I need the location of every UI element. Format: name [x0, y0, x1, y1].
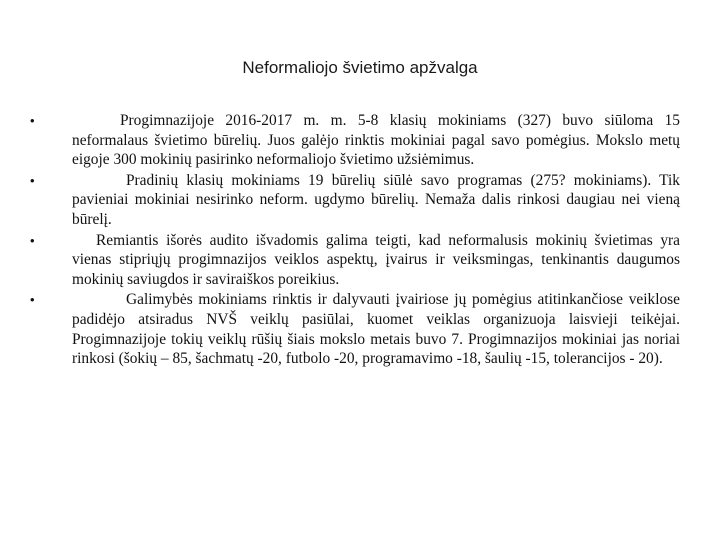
bullet-text-primary-classes: Pradinių klasių mokiniams 19 būrelių siūlė savo programas (275? mokiniams). Tik pavieniai mokiniai nesirinko neform. ugdymo būrelių. Nemaža dalis rinkosi daugiau nei vieną būrelį.: [72, 171, 680, 228]
bullet-dot-icon: •: [30, 292, 35, 308]
slide-title: Neformaliojo švietimo apžvalga: [242, 58, 478, 77]
bullet-item-offerings: [30, 111, 680, 170]
bullet-dot-icon: •: [30, 232, 35, 248]
bullet-text-nvs-activities: Galimybės mokiniams rinktis ir dalyvauti įvairiose jų pomėgius atitinkančiose veiklose padidėjo atsiradus NVŠ veiklų pasiūlai, kuomet veiklas organizuoja laisvieji teikėjai. Progimnazijoje tokių veiklų rūšių šiais mokslo metais buvo 7. Progimnazijos mokiniai jas noriai rinkosi (šokių – 85, šachmatų -20, futbolo -20, programavimo -18, šaulių -15, tolerancijos - 20).: [72, 291, 680, 368]
bullet-list: [30, 111, 680, 369]
bullet-text-offerings: Progimnazijoje 2016-2017 m. m. 5-8 klasių mokiniams (327) buvo siūloma 15 neformalaus švietimo būrelių. Juos galėjo rinktis mokiniai pagal savo pomėgius. Mokslo metų eigoje 300 mokinių pasirinko neformaliojo švietimo užsiėmimus.: [72, 112, 680, 169]
bullet-item-nvs-activities: [30, 290, 680, 368]
bullet-dot-icon: •: [30, 172, 35, 188]
bullet-item-primary-classes: [30, 171, 680, 230]
bullet-item-audit: [30, 231, 680, 290]
bullet-dot-icon: •: [30, 113, 35, 128]
bullet-text-audit: Remiantis išorės audito išvadomis galima teigti, kad neformalusis mokinių švietimas yra vienas stipriųjų progimnazijos veiklos aspektų, įvairus ir veiksmingas, tenkinantis daugumos mokinių saviugdos ir saviraiškos poreikius.: [72, 231, 680, 288]
